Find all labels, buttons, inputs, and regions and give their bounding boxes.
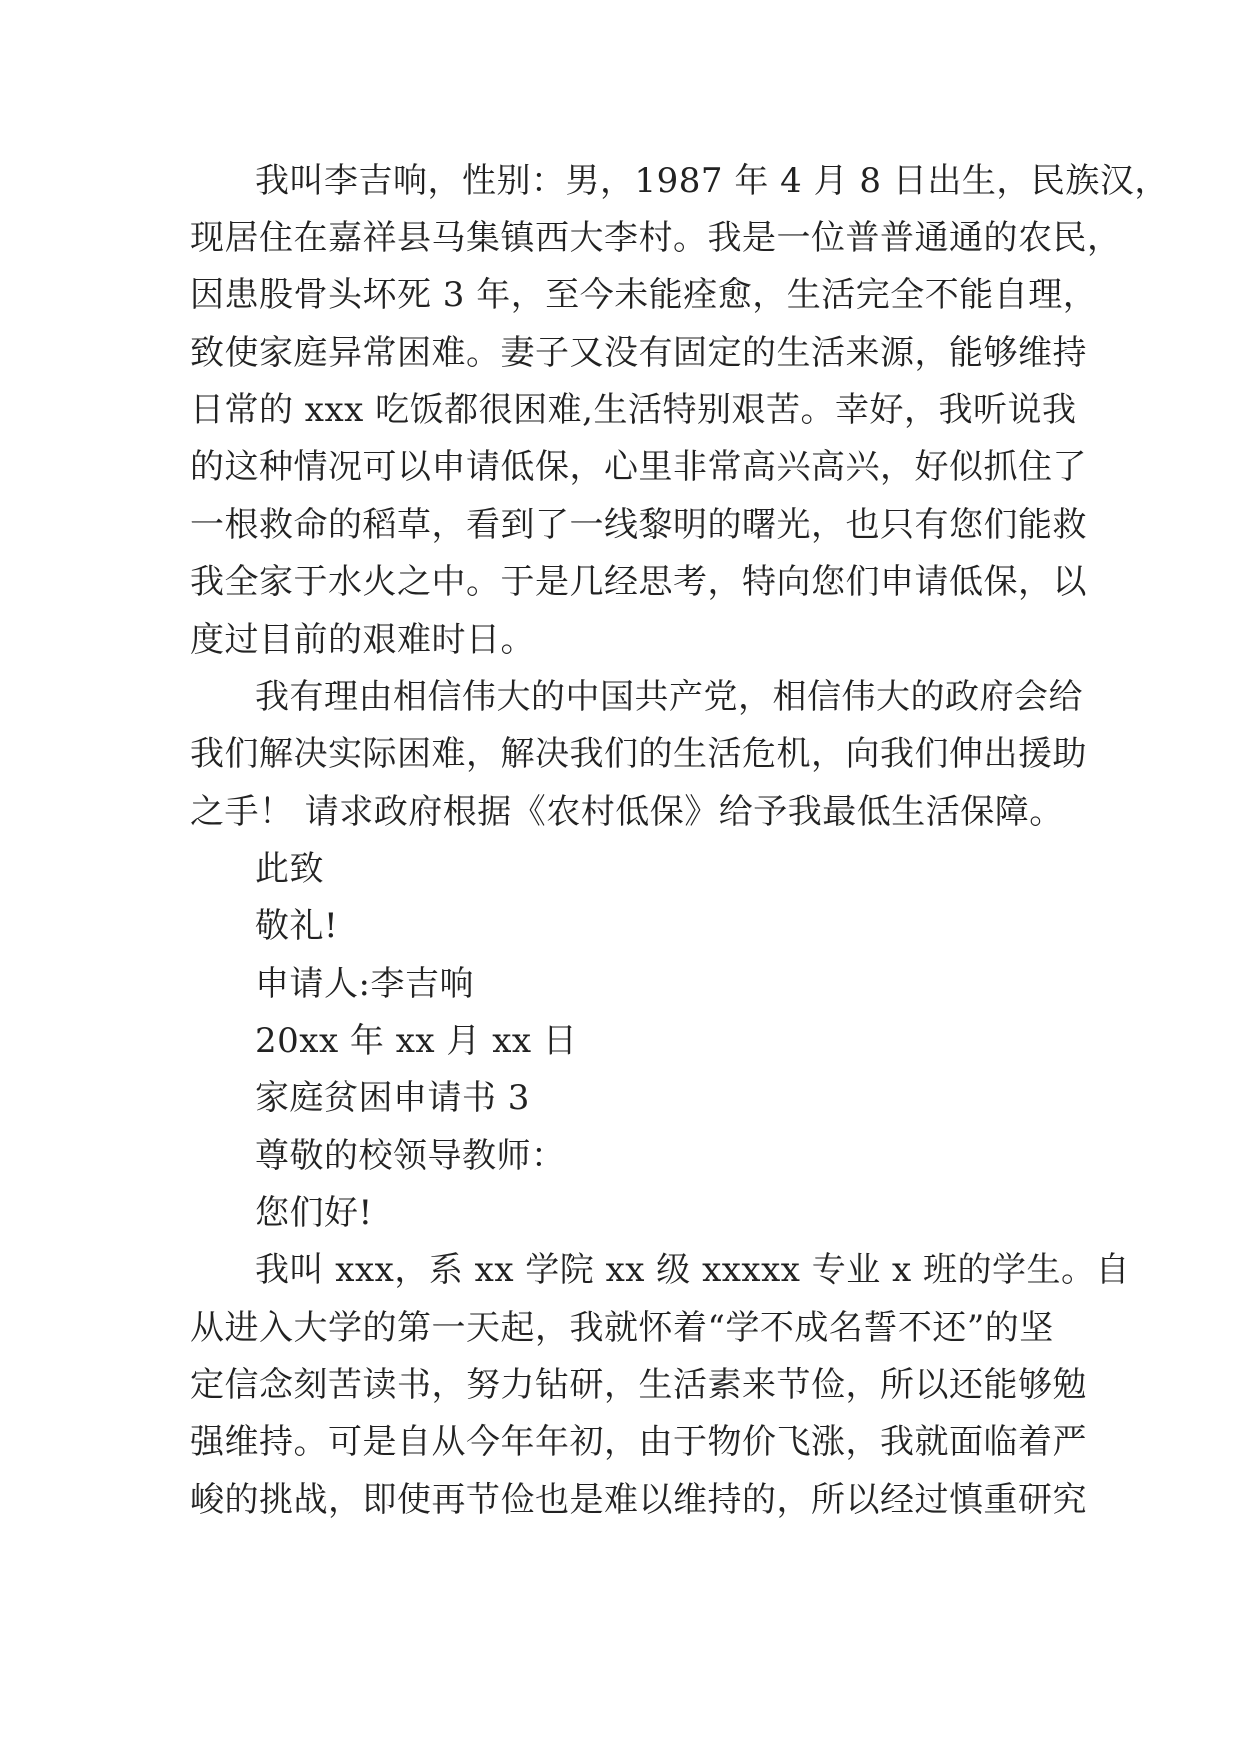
date-line: 20xx 年 xx 月 xx 日 [255,1021,578,1061]
applicant-line: 申请人:李吉响 [255,964,474,1004]
text-line: 定信念刻苦读书，努力钻研，生活素来节俭，所以还能够勉 [190,1365,1087,1405]
text-line: 我叫李吉响，性别：男，1987 年 4 月 8 日出生，民族汉， [255,161,1169,201]
text-line: 的这种情况可以申请低保，心里非常高兴高兴，好似抓住了 [190,447,1087,487]
text-line: 度过目前的艰难时日。 [190,620,535,660]
text-line: 我们解决实际困难，解决我们的生活危机，向我们伸出援助 [190,734,1087,774]
text-line: 从进入大学的第一天起，我就怀着“学不成名誓不还”的坚 [190,1308,1054,1348]
text-line: 我叫 xxx，系 xx 学院 xx 级 xxxxx 专业 x 班的学生。自 [255,1250,1131,1290]
text-line: 致使家庭异常困难。妻子又没有固定的生活来源，能够维持 [190,333,1087,373]
greeting-line: 您们好! [255,1193,373,1233]
text-line: 我有理由相信伟大的中国共产党，相信伟大的政府会给 [255,677,1083,717]
salutation-line: 敬礼! [255,906,339,946]
text-line: 日常的 xxx 吃饭都很困难,生活特别艰苦。幸好，我听说我 [190,390,1077,430]
text-line: 我全家于水火之中。于是几经思考，特向您们申请低保，以 [190,562,1087,602]
text-line: 一根救命的稻草，看到了一线黎明的曙光，也只有您们能救 [190,505,1087,545]
greeting-line: 尊敬的校领导教师： [255,1136,566,1176]
closing-line: 此致 [255,849,324,889]
section-title: 家庭贫困申请书 3 [255,1078,530,1118]
text-line: 因患股骨头坏死 3 年，至今未能痊愈，生活完全不能自理， [190,275,1098,315]
text-line: 峻的挑战，即使再节俭也是难以维持的，所以经过慎重研究 [190,1480,1087,1520]
text-line: 之手！ 请求政府根据《农村低保》给予我最低生活保障。 [190,792,1064,832]
text-line: 现居住在嘉祥县马集镇西大李村。我是一位普普通通的农民， [190,218,1122,258]
text-line: 强维持。可是自从今年年初，由于物价飞涨，我就面临着严 [190,1422,1087,1462]
